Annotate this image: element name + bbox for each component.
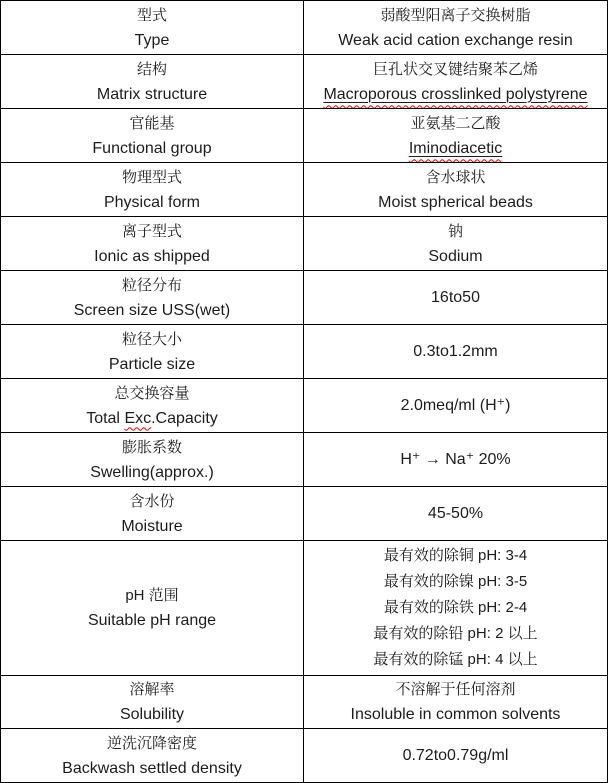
table-row-screen-size: [1, 271, 607, 325]
property-cell: [1, 1, 304, 54]
value-zh: 不溶解于任何溶剂: [395, 681, 516, 698]
ph-line-manganese: 最有效的除锰 pH: 4 以上: [373, 651, 538, 668]
property-name-en: Type: [134, 31, 170, 49]
value-cell: [304, 729, 607, 782]
value-en: Moist spherical beads: [378, 193, 533, 211]
property-name-en: [86, 406, 218, 431]
property-name-zh: pH 范围: [125, 587, 179, 604]
value-en: Insoluble in common solvents: [350, 706, 561, 723]
property-cell: [1, 487, 304, 540]
property-name-en: Solubility: [119, 706, 185, 723]
property-name-zh: 官能基: [129, 114, 175, 132]
property-name-en: Backwash settled density: [62, 759, 242, 777]
property-cell: [1, 379, 304, 432]
value-cell: [304, 487, 607, 540]
value-cell: [304, 1, 607, 54]
table-row-physical-form: [1, 163, 607, 217]
misspelled-text: Iminodiacetic: [408, 139, 503, 157]
ph-line-iron: 最有效的除铁 pH: 2-4: [383, 599, 528, 616]
property-cell: [1, 541, 304, 675]
value-cell: [304, 217, 607, 270]
value-cell: [304, 271, 607, 324]
property-cell: [1, 325, 304, 378]
property-cell: [1, 109, 304, 162]
property-name-zh: 逆洗沉降密度: [106, 734, 197, 752]
property-name-zh: 物理型式: [121, 168, 182, 186]
property-name-zh: 总交换容量: [114, 384, 190, 402]
table-row-type: [1, 1, 607, 55]
value-zh: 弱酸型阳离子交换树脂: [380, 6, 531, 24]
value-zh: 亚氨基二乙酸: [410, 114, 501, 132]
value-cell: [304, 163, 607, 216]
table-row-solubility: [1, 676, 607, 729]
value-zh: 含水球状: [425, 168, 486, 186]
value-text: 2.0meq/ml (H⁺): [400, 396, 511, 414]
property-name-zh: 离子型式: [121, 222, 182, 240]
ph-line-nickel: 最有效的除镍 pH: 3-5: [383, 573, 528, 590]
table-row-moisture: [1, 487, 607, 541]
property-name-en: Moisture: [121, 517, 183, 535]
property-name-zh: 粒径分布: [121, 276, 182, 294]
property-name-zh: 型式: [136, 6, 167, 24]
property-name-en: Swelling(approx.): [90, 463, 214, 481]
value-en: Weak acid cation exchange resin: [338, 31, 573, 49]
property-name-zh: 粒径大小: [121, 330, 182, 348]
table-row-total-capacity: [1, 379, 607, 433]
value-zh: 巨孔状交叉键结聚苯乙烯: [372, 60, 538, 78]
value-cell: [304, 433, 607, 486]
property-name-en: Matrix structure: [96, 85, 208, 103]
property-name-en: Screen size USS(wet): [73, 301, 231, 319]
value-cell: [304, 379, 607, 432]
table-row-ionic-form: [1, 217, 607, 271]
property-name-en: Physical form: [103, 193, 201, 211]
property-cell: [1, 55, 304, 108]
property-cell: [1, 163, 304, 216]
property-name-en: Functional group: [92, 139, 212, 157]
property-cell: [1, 217, 304, 270]
value-en: [409, 136, 502, 161]
value-cell: [304, 676, 607, 728]
value-cell: [304, 55, 607, 108]
misspelled-text: Macroporous crosslinked polystyrene: [323, 85, 588, 103]
property-name-zh: 含水份: [129, 492, 175, 510]
value-cell: [304, 541, 607, 675]
value-cell: [304, 325, 607, 378]
value-cell: [304, 109, 607, 162]
property-cell: [1, 433, 304, 486]
property-cell: [1, 729, 304, 782]
table-row-particle-size: [1, 325, 607, 379]
table-row-matrix-structure: [1, 55, 607, 109]
value-zh: 钠: [447, 222, 463, 240]
value-text: 16to50: [431, 288, 480, 306]
value-en: [323, 82, 587, 107]
value-text: 45-50%: [427, 504, 484, 522]
table-row-swelling: [1, 433, 607, 487]
property-name-zh: 溶解率: [129, 681, 175, 698]
table-row-ph-range: [1, 541, 607, 676]
value-text: 0.72to0.79g/ml: [402, 746, 509, 764]
value-en: Sodium: [428, 247, 483, 265]
value-text: H⁺ → Na⁺ 20%: [400, 450, 511, 468]
table-row-backwash-density: [1, 729, 607, 782]
underlined-text: [409, 140, 502, 157]
ph-line-lead: 最有效的除铅 pH: 2 以上: [373, 625, 538, 642]
property-name-en: Ionic as shipped: [94, 247, 210, 265]
property-en-pre: Total: [86, 409, 125, 427]
value-text: 0.3to1.2mm: [413, 342, 498, 360]
property-cell: [1, 676, 304, 728]
property-name-en: Suitable pH range: [87, 612, 217, 629]
misspelled-text: Exc: [124, 409, 152, 427]
property-name-en: Particle size: [108, 355, 196, 373]
property-cell: [1, 271, 304, 324]
ph-line-copper: 最有效的除铜 pH: 3-4: [383, 547, 528, 564]
property-name-zh: 膨胀系数: [121, 438, 182, 456]
property-name-zh: 结构: [136, 60, 167, 78]
underlined-text: [323, 86, 587, 103]
property-en-post: .Capacity: [151, 409, 218, 427]
table-row-functional-group: [1, 109, 607, 163]
